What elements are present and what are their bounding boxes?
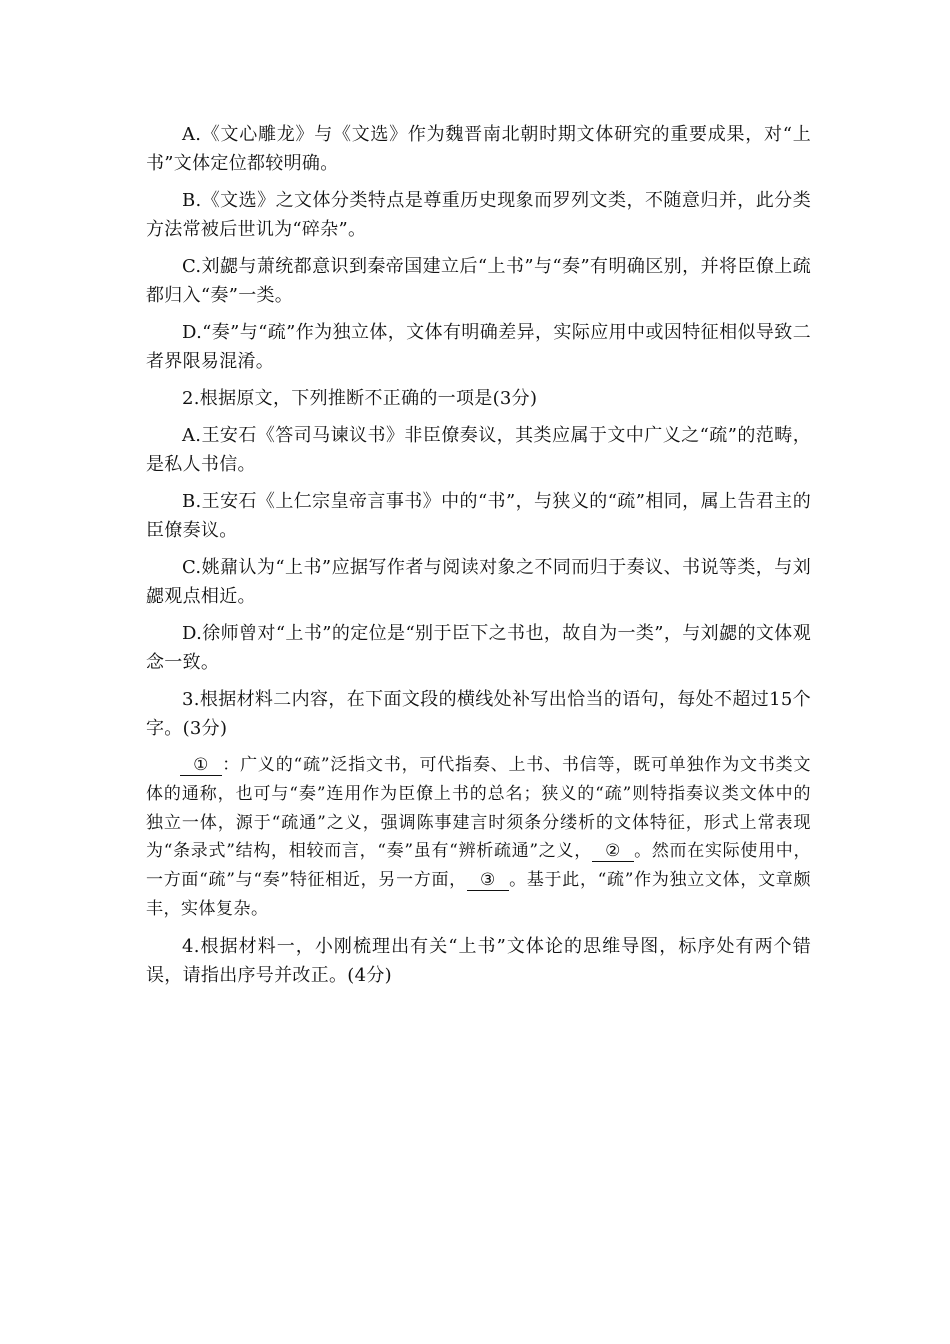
q1-option-d: D.“奏”与“疏”作为独立体，文体有明确差异，实际应用中或因特征相似导致二者界限易混淆。 [146,322,811,372]
q2-option-b: B.王安石《上仁宗皇帝言事书》中的“书”，与狭义的“疏”相同，属上告君主的臣僚奏议。 [146,491,811,541]
q2-stem: 2.根据原文，下列推断不正确的一项是(3分) [182,388,538,409]
q2-option-d: D.徐师曾对“上书”的定位是“别于臣下之书也，故自为一类”，与刘勰的文体观念一致。 [146,623,811,673]
q1-option-a: A.《文心雕龙》与《文选》作为魏晋南北朝时期文体研究的重要成果，对“上书”文体定位都较明确。 [146,124,811,174]
q3-passage-part-2: 。然而在实际使用中，一方面“疏”与“奏”特征相近，另一方面， [146,841,812,891]
q3-stem: 3.根据材料二内容，在下面文段的横线处补写出恰当的语句，每处不超过15个字。(3分) [146,689,811,739]
q3-blank-3: ③ [467,870,509,891]
exam-page [146,120,811,998]
q1-option-c: C.刘勰与萧统都意识到秦帝国建立后“上书”与“奏”有明确区别，并将臣僚上疏都归入“奏”一类。 [146,256,811,306]
q4-stem: 4.根据材料一，小刚梳理出有关“上书”文体论的思维导图，标序处有两个错误，请指出序号并改正。(4分) [146,935,811,986]
q3-passage-part-3: 。基于此，“疏”作为独立文体，文章颇丰，实体复杂。 [146,870,812,919]
q3-blank-1: ① [180,755,222,776]
q1-option-b: B.《文选》之文体分类特点是尊重历史现象而罗列文类，不随意归并，此分类方法常被后世讥为“碎杂”。 [146,190,811,240]
q2-option-a: A.王安石《答司马谏议书》非臣僚奏议，其类应属于文中广义之“疏”的范畴，是私人书信。 [146,425,811,475]
q3-passage [146,751,811,924]
q2-option-c: C.姚鼐认为“上书”应据写作者与阅读对象之不同而归于奏议、书说等类，与刘勰观点相近。 [146,557,811,607]
q3-blank-2: ② [592,841,634,862]
q3-passage-part-1: ：广义的“疏”泛指文书，可代指奏、上书、书信等，既可单独作为文书类文体的通称，也可与“奏”连用作为臣僚上书的总名；狭义的“疏”则特指奏议类文体中的独立一体，源于“疏通”之义，强调陈事建言时须条分缕析的文体特征，形式上常表现为“条录式”结构，相较而言，“奏”虽有“辨析疏通”之义， [146,755,811,862]
